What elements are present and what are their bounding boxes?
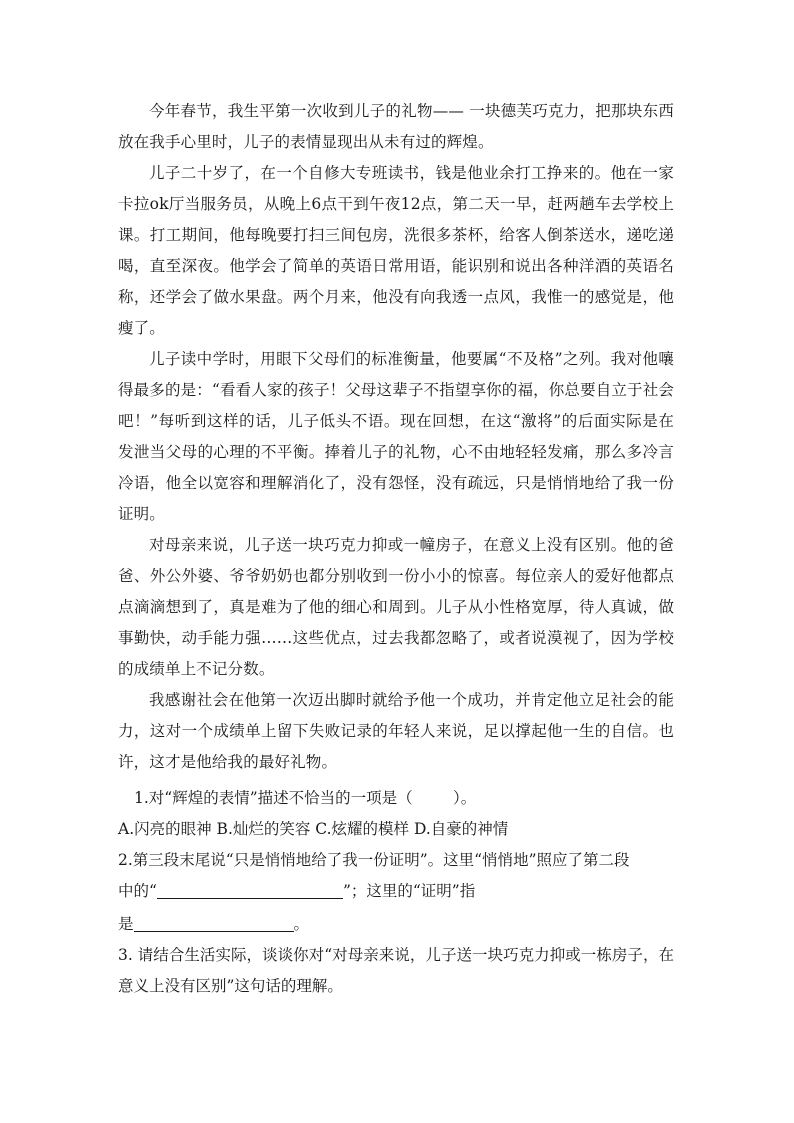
passage-paragraph-5: 我感谢社会在他第一次迈出脚时就给予他一个成功，并肯定他立足社会的能力，这对一个成绩单上留下失败记录的年轻人来说，足以撑起他一生的自信。也许，这才是他给我的最好礼物。 — [118, 691, 674, 771]
question-1-stem: 1.对“辉煌的表情”描述不恰当的一项是（ — [134, 789, 413, 807]
question-2-line3-prefix: 是 — [118, 915, 134, 933]
passage-paragraph-1: 今年春节，我生平第一次收到儿子的礼物—— 一块德芙巧克力，把那块东西放在我手心里时，儿子的表情显现出从未有过的辉煌。 — [118, 102, 674, 151]
question-3: 3. 请结合生活实际，谈谈你对“对母亲来说，儿子送一块巧克力抑或一栋房子，在意义上没有区别”这句话的理解。 — [118, 946, 674, 995]
question-1-close: ）。 — [452, 789, 477, 807]
question-1 — [134, 783, 694, 814]
passage-paragraph-2: 儿子二十岁了，在一个自修大专班读书，钱是他业余打工挣来的。他在一家卡拉ok厅当服务员，从晚上6点干到午夜12点，第二天一早，赶两趟车去学校上课。打工期间，他每晚要打扫三间包房，洗很多茶杯，给客人倒茶送水，递吃递喝，直至深夜。他学会了简单的英语日常用语，能识别和说出各种洋酒的英语名称，还学会了做水果盘。两个月来，他没有向我透一点风，我惟一的感觉是，他瘦了。 — [118, 164, 674, 337]
passage-paragraph-3: 儿子读中学时，用眼下父母们的标准衡量，他要属“不及格”之列。我对他嚷得最多的是：“看看人家的孩子！父母这辈子不指望享你的福，你总要自立于社会吧！”每听到这样的话，儿子低头不语。现在回想，在这“激将”的后面实际是在发泄当父母的心理的不平衡。捧着儿子的礼物，心不由地轻轻发痛，那么多冷言冷语，他全以宽容和理解消化了，没有怨怪，没有疏远，只是悄悄地给了我一份证明。 — [118, 350, 674, 523]
question-2-answer-blank-1[interactable] — [157, 883, 343, 900]
question-2-line-2 — [118, 876, 678, 907]
question-2-prefix: 中的“ — [118, 882, 157, 900]
question-2-answer-blank-2[interactable] — [134, 916, 294, 933]
question-2-line-3 — [118, 909, 678, 940]
question-2-suffix: ”；这里的“证明”指 — [342, 882, 476, 900]
passage-paragraph-4: 对母亲来说，儿子送一块巧克力抑或一幢房子，在意义上没有区别。他的爸爸、外公外婆、爷爷奶奶也都分别收到一份小小的惊喜。每位亲人的爱好他都点点滴滴想到了，真是难为了他的细心和周到。儿子从小性格宽厚，待人真诚，做事勤快，动手能力强……这些优点，过去我都忽略了，或者说漠视了，因为学校的成绩单上不记分数。 — [118, 536, 674, 678]
question-2-line3-suffix: 。 — [293, 915, 310, 933]
question-2-line-1: 2.第三段末尾说“只是悄悄地给了我一份证明”。这里“悄悄地”照应了第二段 — [118, 851, 630, 869]
reading-passage — [118, 96, 674, 778]
question-1-options: A.闪亮的眼神 B.灿烂的笑容 C.炫耀的模样 D.自豪的神情 — [118, 820, 509, 838]
